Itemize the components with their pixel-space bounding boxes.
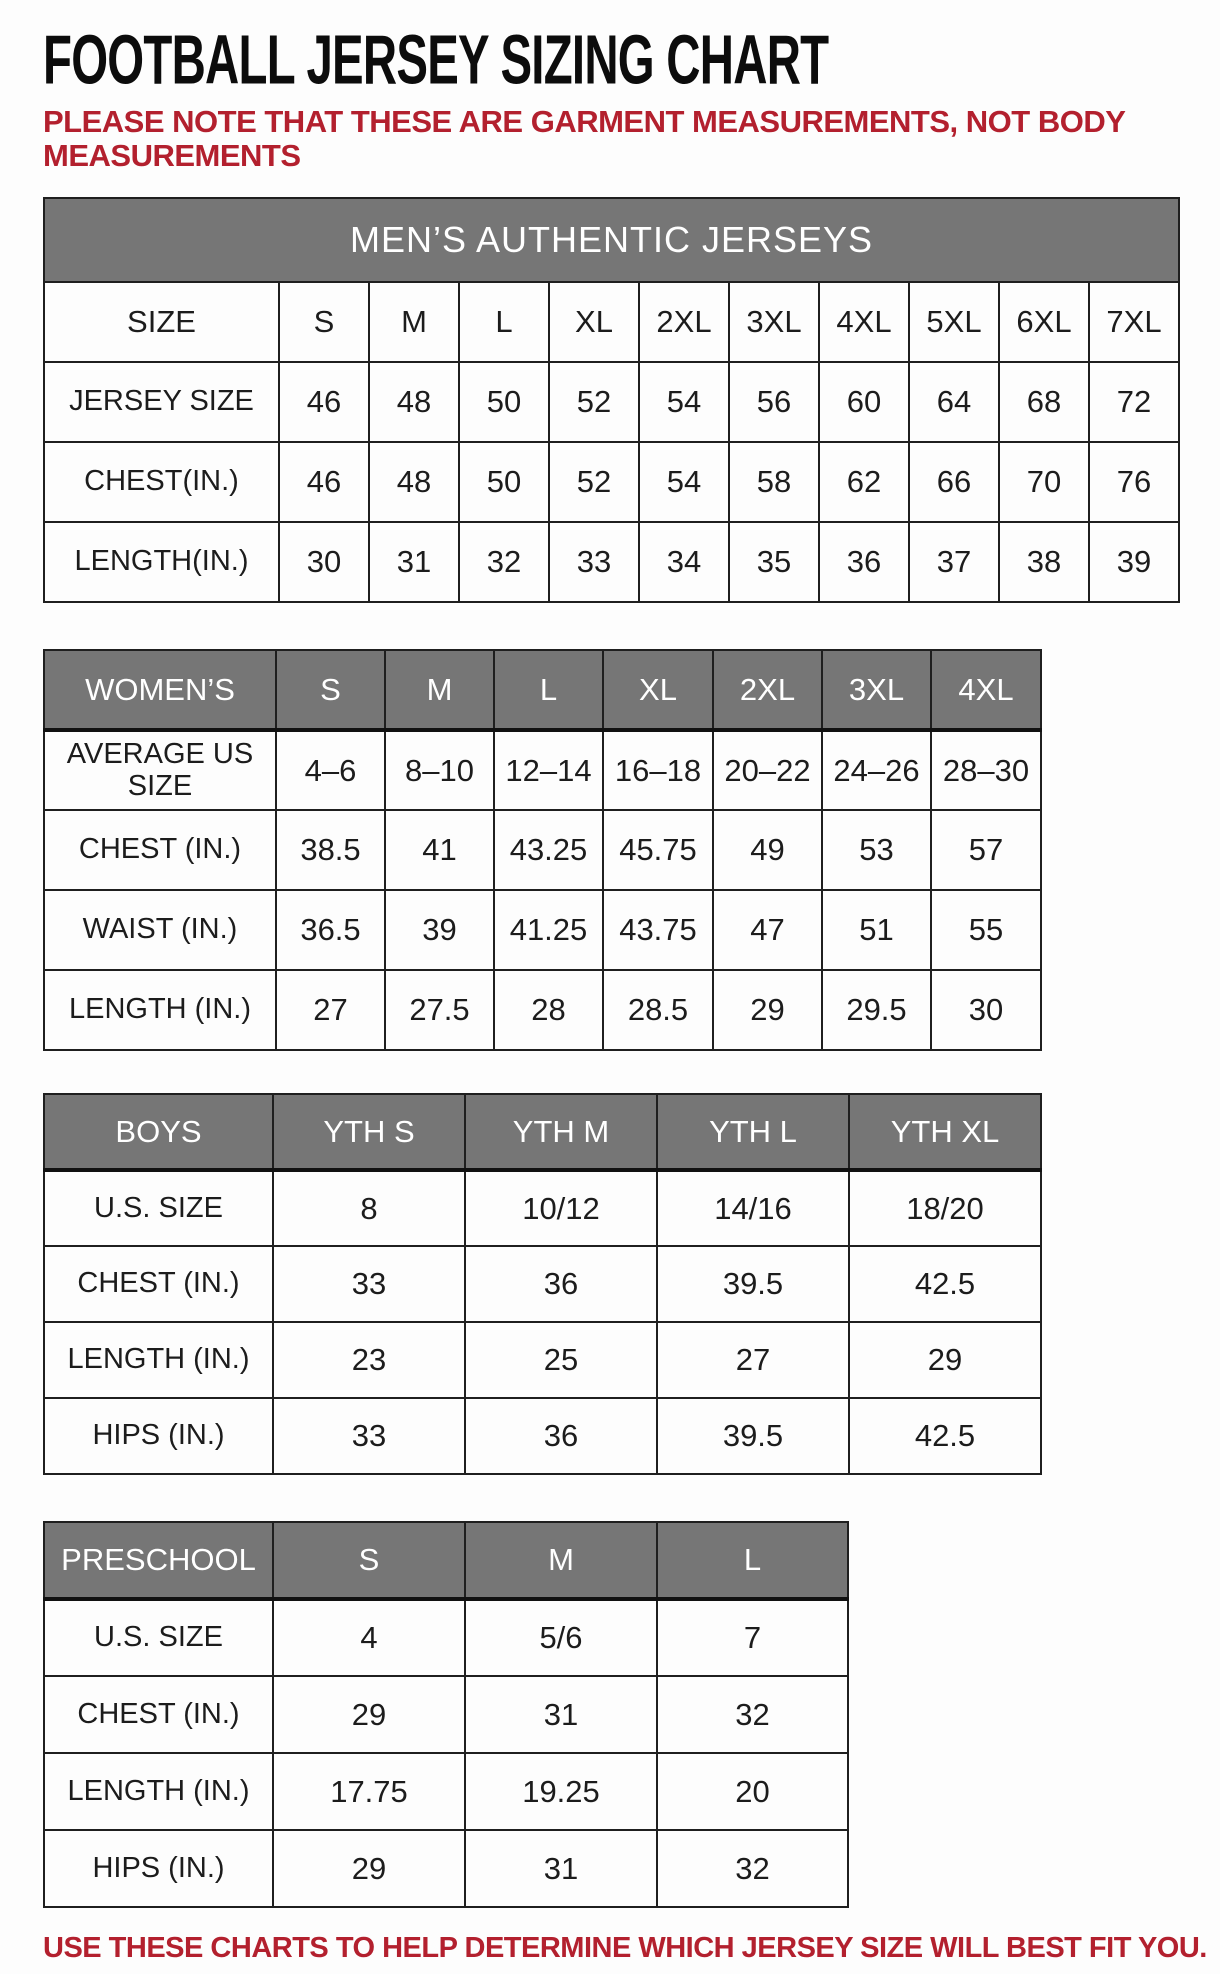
row-label: JERSEY SIZE — [44, 362, 279, 442]
value-cell: 5XL — [909, 282, 999, 362]
value-cell: 20 — [657, 1753, 848, 1830]
value-cell: 36.5 — [276, 890, 385, 970]
value-cell: 54 — [639, 362, 729, 442]
row-label: CHEST (IN.) — [44, 810, 276, 890]
value-cell: 46 — [279, 362, 369, 442]
garment-measurements-note: PLEASE NOTE THAT THESE ARE GARMENT MEASUREMENTS, NOT BODY MEASUREMENTS — [43, 104, 1125, 174]
value-cell: 55 — [931, 890, 1041, 970]
value-cell: 45.75 — [603, 810, 713, 890]
value-cell: 7 — [657, 1599, 848, 1676]
column-header: YTH XL — [849, 1094, 1041, 1170]
row-label: LENGTH (IN.) — [44, 1753, 273, 1830]
chart-usage-footer: USE THESE CHARTS TO HELP DETERMINE WHICH JERSEY SIZE WILL BEST FIT YOU. — [43, 1932, 1207, 1965]
value-cell: 29 — [273, 1676, 465, 1753]
value-cell: 19.25 — [465, 1753, 657, 1830]
value-cell: 28–30 — [931, 730, 1041, 810]
column-header: XL — [603, 650, 713, 730]
row-label: CHEST(IN.) — [44, 442, 279, 522]
table-corner-label: PRESCHOOL — [44, 1522, 273, 1599]
row-label: U.S. SIZE — [44, 1599, 273, 1676]
value-cell: 10/12 — [465, 1170, 657, 1246]
row-label: HIPS (IN.) — [44, 1830, 273, 1907]
value-cell: 48 — [369, 442, 459, 522]
value-cell: 66 — [909, 442, 999, 522]
value-cell: M — [369, 282, 459, 362]
boys-sizing-table — [43, 1093, 1042, 1475]
row-label: CHEST (IN.) — [44, 1246, 273, 1322]
value-cell: 16–18 — [603, 730, 713, 810]
value-cell: 50 — [459, 442, 549, 522]
value-cell: 14/16 — [657, 1170, 849, 1246]
row-label: LENGTH(IN.) — [44, 522, 279, 602]
value-cell: S — [279, 282, 369, 362]
value-cell: 53 — [822, 810, 931, 890]
value-cell: 31 — [465, 1676, 657, 1753]
column-header: L — [494, 650, 603, 730]
value-cell: 8 — [273, 1170, 465, 1246]
value-cell: 60 — [819, 362, 909, 442]
row-label: LENGTH (IN.) — [44, 1322, 273, 1398]
value-cell: 39 — [385, 890, 494, 970]
value-cell: L — [459, 282, 549, 362]
womens-sizing-table — [43, 649, 1042, 1051]
value-cell: 29 — [273, 1830, 465, 1907]
value-cell: 27 — [657, 1322, 849, 1398]
value-cell: 36 — [465, 1246, 657, 1322]
value-cell: 32 — [657, 1676, 848, 1753]
column-header: 4XL — [931, 650, 1041, 730]
row-label: AVERAGE US SIZE — [44, 730, 276, 810]
value-cell: 52 — [549, 362, 639, 442]
value-cell: 28 — [494, 970, 603, 1050]
value-cell: 31 — [465, 1830, 657, 1907]
value-cell: 46 — [279, 442, 369, 522]
value-cell: 4XL — [819, 282, 909, 362]
row-label: U.S. SIZE — [44, 1170, 273, 1246]
value-cell: 38.5 — [276, 810, 385, 890]
page-title: FOOTBALL JERSEY SIZING CHART — [43, 20, 829, 99]
value-cell: 35 — [729, 522, 819, 602]
value-cell: 29 — [849, 1322, 1041, 1398]
column-header: 2XL — [713, 650, 822, 730]
value-cell: 49 — [713, 810, 822, 890]
table-banner: MEN’S AUTHENTIC JERSEYS — [44, 198, 1179, 282]
row-label: WAIST (IN.) — [44, 890, 276, 970]
value-cell: 62 — [819, 442, 909, 522]
value-cell: 76 — [1089, 442, 1179, 522]
value-cell: 4–6 — [276, 730, 385, 810]
value-cell: 38 — [999, 522, 1089, 602]
value-cell: 36 — [465, 1398, 657, 1474]
value-cell: 68 — [999, 362, 1089, 442]
value-cell: 7XL — [1089, 282, 1179, 362]
value-cell: 6XL — [999, 282, 1089, 362]
row-label: HIPS (IN.) — [44, 1398, 273, 1474]
row-label: SIZE — [44, 282, 279, 362]
value-cell: 24–26 — [822, 730, 931, 810]
value-cell: 47 — [713, 890, 822, 970]
value-cell: 39.5 — [657, 1246, 849, 1322]
value-cell: 2XL — [639, 282, 729, 362]
value-cell: 51 — [822, 890, 931, 970]
value-cell: 32 — [459, 522, 549, 602]
value-cell: 8–10 — [385, 730, 494, 810]
value-cell: 29 — [713, 970, 822, 1050]
value-cell: 56 — [729, 362, 819, 442]
value-cell: 43.25 — [494, 810, 603, 890]
column-header: L — [657, 1522, 848, 1599]
value-cell: 25 — [465, 1322, 657, 1398]
value-cell: 39.5 — [657, 1398, 849, 1474]
value-cell: 43.75 — [603, 890, 713, 970]
table-corner-label: BOYS — [44, 1094, 273, 1170]
value-cell: 30 — [931, 970, 1041, 1050]
value-cell: 4 — [273, 1599, 465, 1676]
value-cell: XL — [549, 282, 639, 362]
value-cell: 36 — [819, 522, 909, 602]
column-header: YTH M — [465, 1094, 657, 1170]
value-cell: 31 — [369, 522, 459, 602]
value-cell: 41.25 — [494, 890, 603, 970]
value-cell: 72 — [1089, 362, 1179, 442]
value-cell: 33 — [549, 522, 639, 602]
value-cell: 30 — [279, 522, 369, 602]
value-cell: 34 — [639, 522, 729, 602]
value-cell: 23 — [273, 1322, 465, 1398]
column-header: M — [385, 650, 494, 730]
value-cell: 17.75 — [273, 1753, 465, 1830]
value-cell: 3XL — [729, 282, 819, 362]
value-cell: 33 — [273, 1246, 465, 1322]
value-cell: 57 — [931, 810, 1041, 890]
value-cell: 39 — [1089, 522, 1179, 602]
value-cell: 37 — [909, 522, 999, 602]
value-cell: 54 — [639, 442, 729, 522]
value-cell: 52 — [549, 442, 639, 522]
column-header: M — [465, 1522, 657, 1599]
mens-sizing-table — [43, 197, 1180, 603]
column-header: 3XL — [822, 650, 931, 730]
column-header: YTH L — [657, 1094, 849, 1170]
value-cell: 32 — [657, 1830, 848, 1907]
value-cell: 18/20 — [849, 1170, 1041, 1246]
value-cell: 42.5 — [849, 1246, 1041, 1322]
value-cell: 64 — [909, 362, 999, 442]
value-cell: 58 — [729, 442, 819, 522]
value-cell: 33 — [273, 1398, 465, 1474]
row-label: LENGTH (IN.) — [44, 970, 276, 1050]
preschool-sizing-table — [43, 1521, 849, 1908]
value-cell: 29.5 — [822, 970, 931, 1050]
column-header: S — [276, 650, 385, 730]
value-cell: 27.5 — [385, 970, 494, 1050]
value-cell: 41 — [385, 810, 494, 890]
row-label: CHEST (IN.) — [44, 1676, 273, 1753]
value-cell: 28.5 — [603, 970, 713, 1050]
column-header: YTH S — [273, 1094, 465, 1170]
value-cell: 20–22 — [713, 730, 822, 810]
value-cell: 42.5 — [849, 1398, 1041, 1474]
value-cell: 5/6 — [465, 1599, 657, 1676]
value-cell: 12–14 — [494, 730, 603, 810]
value-cell: 50 — [459, 362, 549, 442]
value-cell: 70 — [999, 442, 1089, 522]
column-header: S — [273, 1522, 465, 1599]
value-cell: 48 — [369, 362, 459, 442]
value-cell: 27 — [276, 970, 385, 1050]
table-corner-label: WOMEN’S — [44, 650, 276, 730]
